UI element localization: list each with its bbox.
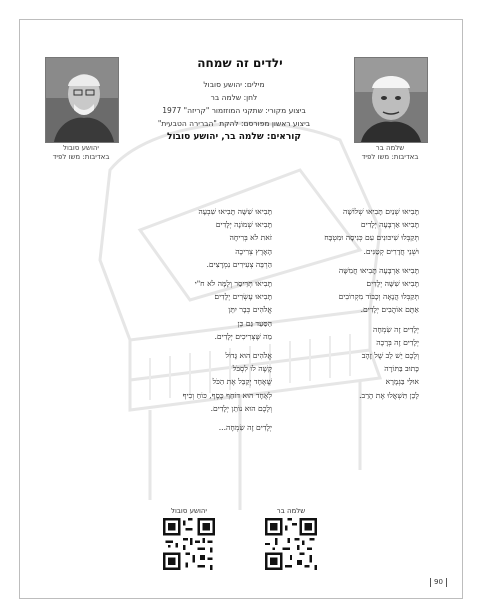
lyric-line: יְלָדִים זֶה שִׂמְחָה...	[218, 423, 272, 433]
lyric-line: תָּבִיאוּ אַרְבָּעָה תָּבִיאוּ חֲמִשָּׁה	[338, 265, 419, 275]
page-number: 90	[430, 578, 447, 587]
lyric-line: תָּבִיאוּ שְׁנַיִם תָּבִיאוּ שְׁלוֹשָׁה	[343, 207, 419, 216]
lyric-line: תְּקַבְּלוּ הֲנָאָה וְכָבוֹד מִקְרוֹבִים	[338, 292, 419, 302]
lyric-line: כָּתוּב בַּתּוֹרָה	[384, 364, 419, 374]
stanza	[279, 205, 419, 258]
credit-music: לחן: שלמה בר	[210, 93, 258, 102]
stanza	[279, 323, 419, 402]
stanza	[132, 277, 272, 343]
credit-original: ביצוע מקורי: שתקני המוזזמור "קריזה" 1977	[162, 106, 306, 115]
qr-label-left: יהושע סובול	[171, 507, 207, 515]
photo-name-left: יהושע סובול	[63, 144, 99, 152]
lyric-line: תָּבִיאוּ עֶשְׂרִים יְלָדִים	[214, 292, 272, 302]
credit-first: ביצוע ראשון מפורסם: להקת "הברירה הטבעית"	[157, 119, 311, 128]
lyric-line: אוּלַי בַּגְּמָרָא	[385, 377, 419, 387]
lyric-line: וְלָכֶם הוּא נוֹתֵן יְלָדִים.	[210, 403, 272, 413]
credit-lyrics: מילים: יהושע סובול	[203, 80, 265, 89]
lyric-line: לָכֵן תִּשְׁאֲלוּ אֶת הָרַב.	[359, 390, 419, 400]
lyric-line: תָּבִיאוּ תְּרֵיסַר וְלָמָּה לֹא ח"י	[194, 279, 272, 289]
lyric-line: מַה שֶּׁצְּרִיכִים יְלָדִים.	[214, 331, 272, 341]
photo-yehoshua-sobol	[45, 57, 119, 143]
lyrics-column-right	[279, 205, 419, 408]
lyric-line: הַרְבֵּה צְעִירִים נִמְרָצִים.	[206, 259, 272, 269]
lyric-line: תָּבִיאוּ שִׁשָּׁה תָּבִיאוּ שִׁבְעָה	[198, 207, 272, 216]
lyric-line: זֹאת לֹא בְּרִיחָה	[229, 233, 272, 243]
photo-shlomo-bar	[354, 57, 428, 143]
lyric-line: שֶׁאֶחָד יְקַבֵּל אֶת הַכֹּל	[212, 377, 272, 387]
credit-readers: קוראים: שלמה בר, יהושע סובול	[167, 132, 301, 142]
stanza	[132, 205, 272, 271]
lyric-line: אֱלֹהִים כְּבָר יִתֵּן	[228, 305, 272, 315]
lyric-line: הָאָרֶץ צְרִיכָה	[235, 246, 272, 256]
lyric-line: תָּבִיאוּ שִׁשָּׁה יְלָדִים	[366, 279, 419, 289]
qr-block-shlomo-bar	[262, 507, 320, 570]
lyrics-column-left	[132, 205, 272, 440]
photo-caption-left	[36, 144, 126, 162]
qr-label-right: שלמה בר	[276, 507, 306, 515]
photo-credit-left: באדיבות: משו לפיד	[52, 153, 110, 161]
stanza	[132, 349, 272, 415]
lyric-line: אַתֶּם אוֹהֲבִים יְלָדִים.	[360, 305, 419, 315]
lyric-line: הַסַּעַד גַּם כֵּן	[237, 318, 272, 328]
lyric-line: תָּבִיאוּ שְׁמוֹנָה יְלָדִים	[215, 220, 272, 230]
photo-name-right: שלמה בר	[375, 144, 405, 152]
photo-credit-right: באדיבות: משו לפיד	[361, 153, 419, 161]
lyric-line: תָּבִיאוּ אַרְבָּעָה יְלָדִים	[360, 220, 419, 230]
qr-code-icon[interactable]	[163, 518, 215, 570]
lyric-line: וְלָכֶם יֵשׁ לֵב שֶׁל זָהָב	[361, 351, 419, 361]
lyric-line: יְלָדִים זֶה בְּרָכָה	[376, 337, 419, 347]
lyric-line: יְלָדִים זֶה שִׂמְחָה	[373, 324, 419, 334]
lyric-line: קָשֶׁה לוֹ לִסְבֹּל	[232, 364, 272, 374]
lyric-line: תְּקַבְּלוּ שִׁיכּוּנִים עִם כְּנִיסָה וּמִטְבָּח	[324, 233, 419, 243]
lyric-line: לְאֶחָד הוּא דוֹחֵף כֶּסֶף, כּוֹחַ וְכִיף	[182, 390, 272, 400]
lyric-line: אֱלֹהִים הוּא גָּדוֹל	[225, 351, 272, 361]
photo-caption-right	[345, 144, 435, 162]
stanza	[132, 421, 272, 434]
song-credits	[120, 78, 348, 144]
lyric-line: וּשְׁנֵי חֲדָרִים קְטַנִּים.	[363, 246, 419, 256]
stanza	[279, 264, 419, 317]
song-title: ילדים זה שמחה	[197, 56, 283, 70]
qr-code-icon[interactable]	[265, 518, 317, 570]
qr-block-yehoshua-sobol	[160, 507, 218, 570]
